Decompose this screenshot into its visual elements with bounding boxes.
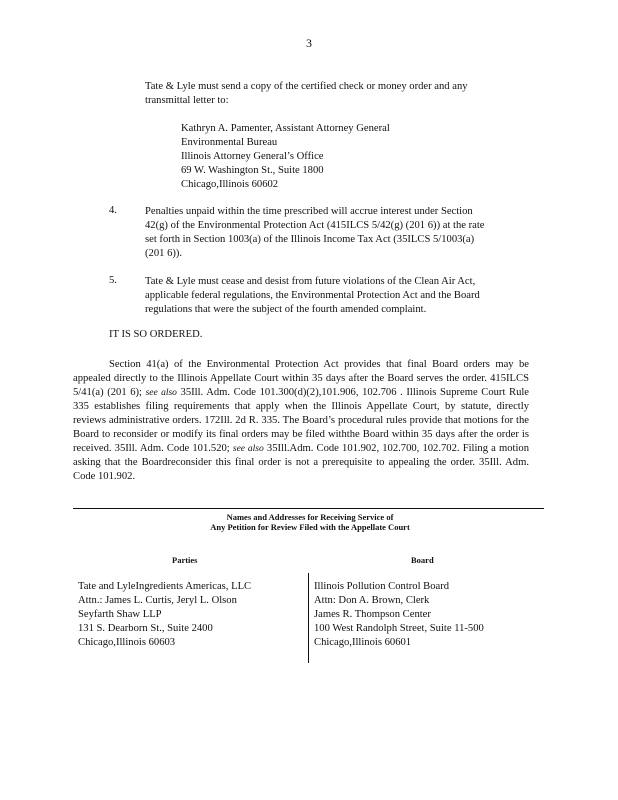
intro-line: Tate & Lyle must send a copy of the certified check or money order and any (145, 81, 468, 92)
body-text: Section 41(a) of the Environmental Protection Act provides that final Board orders may be appealed directly to the Illinois Appellate Court within 35 days after the Board serves the order. 415ILCS 5/41(a) (201 6); (73, 359, 529, 398)
parties-address-block (78, 580, 251, 650)
item-line: 42(g) of the Environmental Protection Act (415ILCS 5/42(g) (201 6)) at the rate (145, 220, 485, 231)
appeal-paragraph (73, 358, 529, 484)
recipient-address (181, 122, 390, 192)
party-line: Seyfarth Shaw LLP (78, 609, 162, 620)
board-line: 100 West Randolph Street, Suite 11-500 (314, 623, 484, 634)
address-line: Illinois Attorney General’s Office (181, 151, 324, 162)
item-line: applicable federal regulations, the Environmental Protection Act and the Board (145, 290, 480, 301)
item-number: 5. (109, 275, 117, 286)
header-line: Any Petition for Review Filed with the Appellate Court (210, 522, 410, 532)
board-line: Illinois Pollution Control Board (314, 581, 450, 592)
intro-line: transmittal letter to: (145, 95, 229, 106)
party-line: 131 S. Dearborn St., Suite 2400 (78, 623, 213, 634)
board-address-block (314, 580, 484, 650)
so-ordered: IT IS SO ORDERED. (109, 329, 203, 340)
page-number: 3 (306, 36, 312, 50)
item-number: 4. (109, 205, 117, 216)
item-line: Tate & Lyle must cease and desist from future violations of the Clean Air Act, (145, 276, 476, 287)
see-also: see also (232, 444, 264, 454)
service-table-header (160, 512, 460, 532)
board-line: Chicago,Illinois 60601 (314, 637, 412, 648)
header-line: Names and Addresses for Receiving Service of (226, 512, 394, 522)
table-top-rule (73, 508, 544, 509)
board-column-header: Board (411, 555, 434, 565)
body-text: 35Ill.Adm. Code 101.902, 102.700, 102.702. Filing a motion asking that the Boardreconsider this final order is not a prerequisite to appealing the order. 35Ill. Adm. Code 101.902. (73, 443, 530, 482)
item-line: set forth in Section 1003(a) of the Illinois Income Tax Act (35ILCS 5/1003(a) (145, 234, 475, 245)
address-line: 69 W. Washington St., Suite 1800 (181, 165, 324, 176)
party-line: Tate and LyleIngredients Americas, LLC (78, 581, 252, 592)
parties-column-header: Parties (172, 555, 198, 565)
see-also: see also (145, 388, 177, 398)
address-line: Environmental Bureau (181, 137, 278, 148)
address-line: Chicago,Illinois 60602 (181, 179, 279, 190)
party-line: Attn.: James L. Curtis, Jeryl L. Olson (78, 595, 237, 606)
item-line: (201 6)). (145, 248, 183, 259)
party-line: Chicago,Illinois 60603 (78, 637, 176, 648)
body-text: 35Ill. Adm. Code 101.300(d)(2),101.906, 102.706 . Illinois Supreme Court Rule 335 establishes filing requirements that apply when the Illinois Appellate Court, by statute, directly reviews administrative orders. 172Ill. 2d R. 335. The Board’s procedural rules provide that motions for the Board to reconsider or modify its final orders may be filed withthe Board within 35 days after the order is received. 35Ill. Adm. Code 101.520; (73, 387, 530, 454)
item-text (145, 205, 530, 261)
table-column-divider (308, 573, 309, 663)
board-line: James R. Thompson Center (314, 609, 431, 620)
board-line: Attn: Don A. Brown, Clerk (314, 595, 430, 606)
address-line: Kathryn A. Pamenter, Assistant Attorney General (181, 123, 390, 134)
intro-paragraph (145, 80, 510, 108)
item-text (145, 275, 530, 317)
item-line: regulations that were the subject of the fourth amended complaint. (145, 304, 427, 315)
item-line: Penalties unpaid within the time prescribed will accrue interest under Section (145, 206, 473, 217)
